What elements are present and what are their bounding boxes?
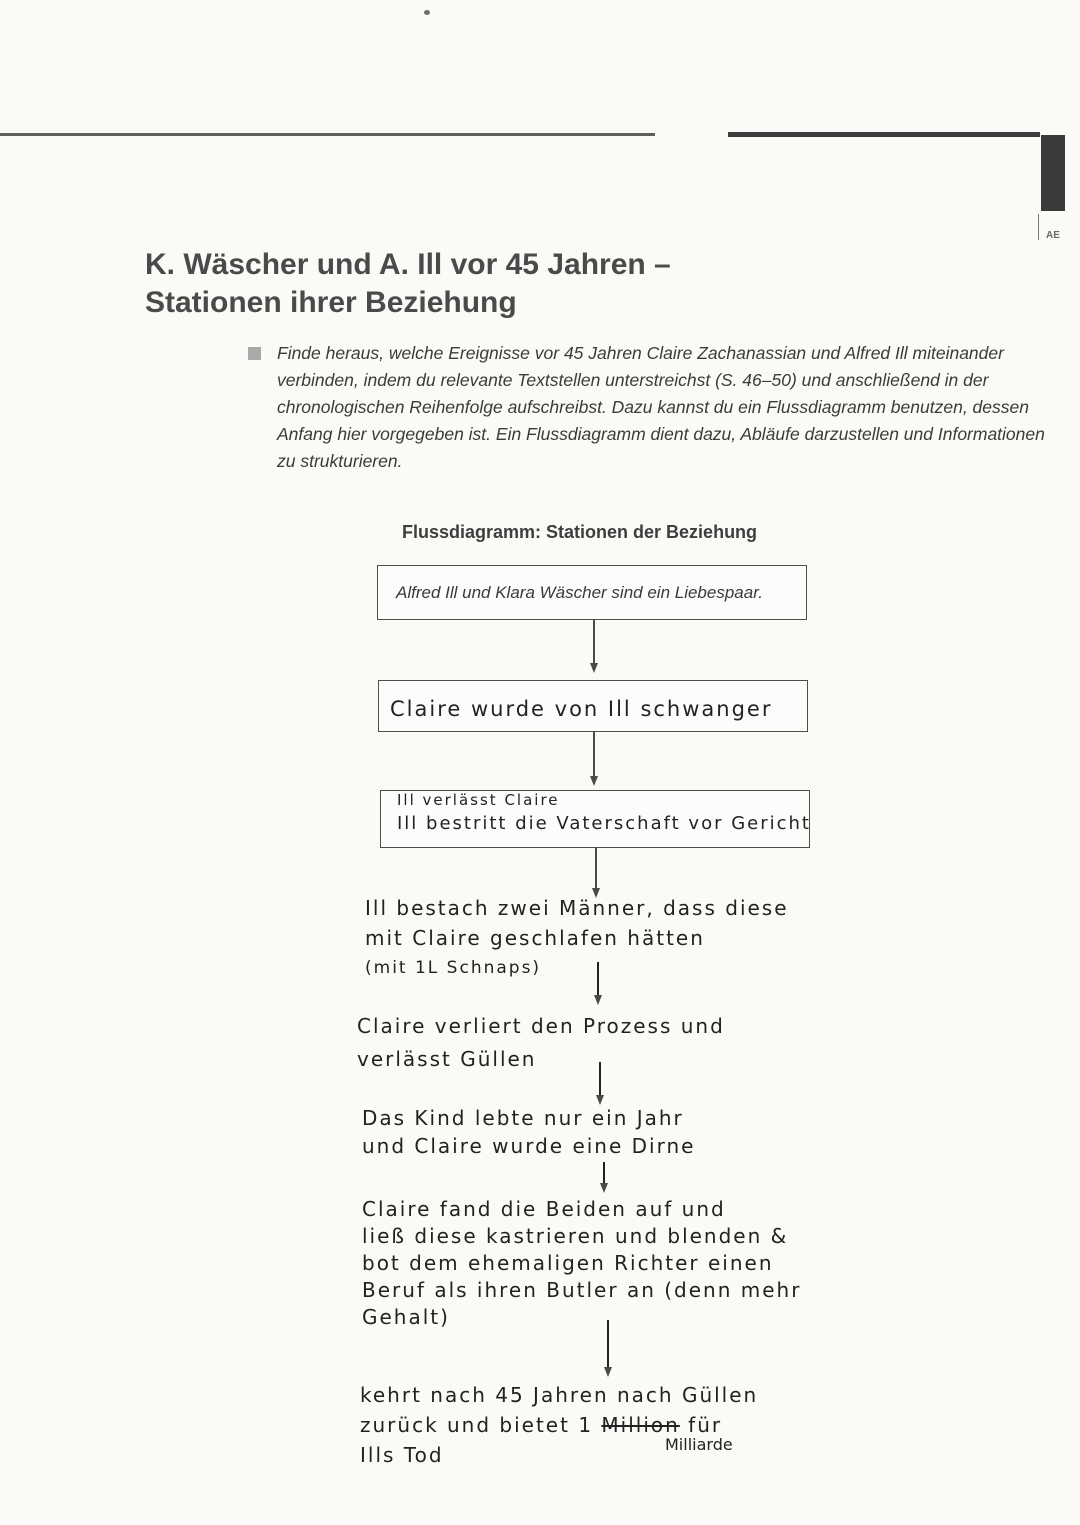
step-4-line-2: mit Claire geschlafen hätten xyxy=(365,926,705,950)
step-8-line-2-start: zurück und bietet 1 xyxy=(360,1413,594,1437)
step-4-line-1: Ill bestach zwei Männer, dass diese xyxy=(365,896,789,920)
page-title xyxy=(145,246,671,322)
flowchart-step-4 xyxy=(365,893,789,983)
step-7-line-3: bot dem ehemaligen Richter einen xyxy=(362,1251,774,1275)
step-7-line-5: Gehalt) xyxy=(362,1305,450,1329)
task-bullet-icon xyxy=(248,347,261,360)
flowchart-step-6 xyxy=(362,1104,695,1160)
step-7-line-2: ließ diese kastrieren und blenden & xyxy=(362,1224,789,1248)
flowchart-step-8 xyxy=(360,1380,758,1470)
header-rule-right xyxy=(728,132,1040,137)
flowchart-box-3-line-1: Ill verlässt Claire xyxy=(397,791,560,809)
step-8-line-2-end: für xyxy=(688,1413,723,1437)
step-5-line-1: Claire verliert den Prozess und xyxy=(357,1014,725,1038)
task-instruction xyxy=(248,340,1048,475)
flowchart-step-5 xyxy=(357,1010,725,1076)
margin-tick xyxy=(1038,214,1039,240)
paper-speck xyxy=(424,10,430,15)
flowchart-heading: Flussdiagramm: Stationen der Beziehung xyxy=(402,522,758,542)
step-8-struck-word: Million xyxy=(601,1413,680,1437)
flowchart-box-2-handwriting: Claire wurde von Ill schwanger xyxy=(390,697,773,721)
page-title-line-1: K. Wäscher und A. Ill vor 45 Jahren – xyxy=(145,248,671,281)
step-8-line-3: Ills Tod xyxy=(360,1443,444,1467)
margin-tab-label: AE xyxy=(1046,230,1060,241)
flowchart-step-7 xyxy=(362,1196,801,1331)
step-7-line-4: Beruf als ihren Butler an (denn mehr xyxy=(362,1278,802,1302)
step-6-line-2: und Claire wurde eine Dirne xyxy=(362,1134,696,1158)
flowchart-box-1-text: Alfred Ill und Klara Wäscher sind ein Liebespaar. xyxy=(396,582,763,602)
page-title-line-2: Stationen ihrer Beziehung xyxy=(145,286,517,319)
step-5-line-2: verlässt Güllen xyxy=(357,1047,537,1071)
task-instruction-text: Finde heraus, welche Ereignisse vor 45 Jahren Claire Zachanassian und Alfred Ill miteinander verbinden, indem du relevante Textstellen unterstreichst (S. 46–50) und anschließend in der chronologischen Reihenfolge aufschreibst. Dazu kannst du ein Flussdiagramm benutzen, dessen Anfang hier vorgegeben ist. Ein Flussdiagramm dient dazu, Abläufe darzustellen und Informationen zu strukturieren. xyxy=(277,343,1045,471)
margin-tab-block xyxy=(1041,135,1065,211)
step-6-line-1: Das Kind lebte nur ein Jahr xyxy=(362,1106,684,1130)
step-4-line-3: (mit 1L Schnaps) xyxy=(365,958,542,978)
step-8-correction: Milliarde xyxy=(665,1435,733,1454)
step-7-line-1: Claire fand die Beiden auf und xyxy=(362,1197,726,1221)
flowchart-box-3-line-2: Ill bestritt die Vaterschaft vor Gericht xyxy=(397,813,811,834)
flowchart-box-1 xyxy=(377,565,807,620)
header-rule-left xyxy=(0,133,655,136)
step-8-line-1: kehrt nach 45 Jahren nach Güllen xyxy=(360,1383,759,1407)
